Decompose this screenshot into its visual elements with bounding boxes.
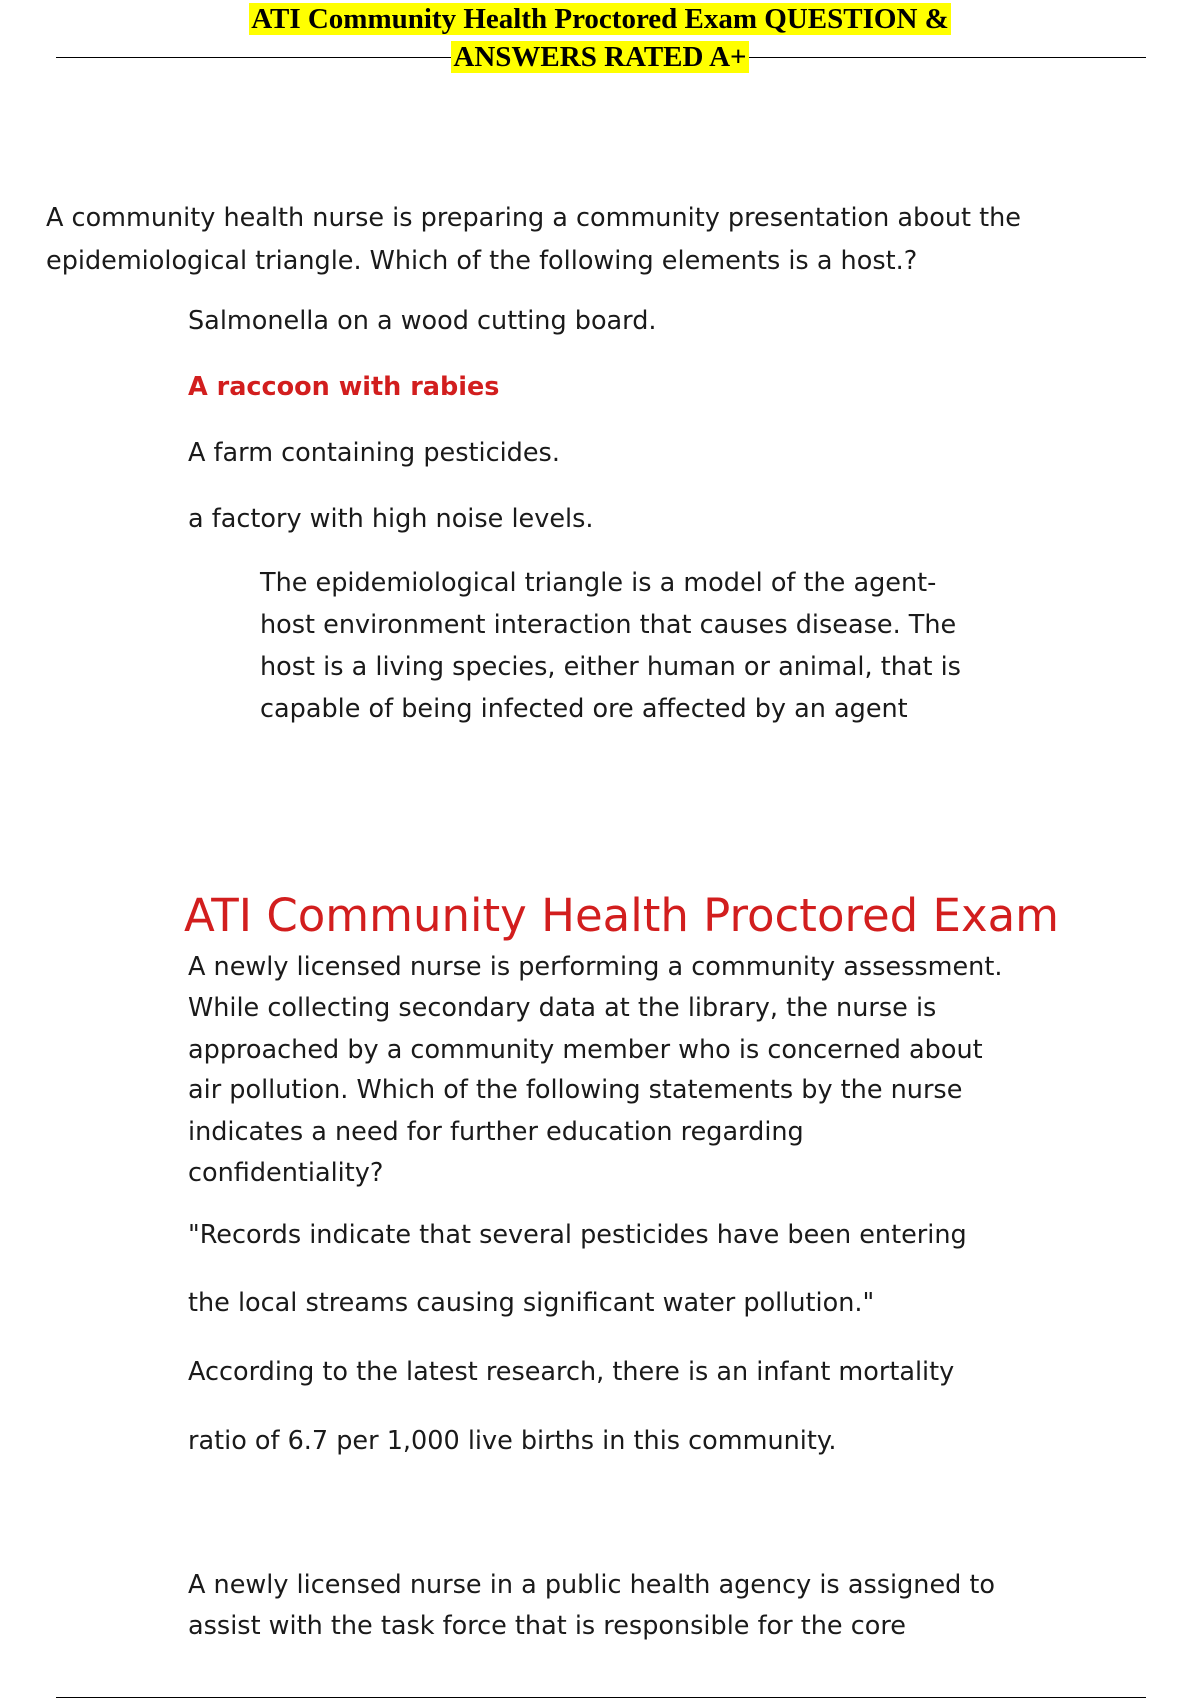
question-2-stem-line-1: A newly licensed nurse is performing a community assessment. — [188, 952, 1003, 982]
question-2-answer-line-3: According to the latest research, there is an infant mortality — [188, 1357, 955, 1387]
question-1-rationale-line-3: host is a living species, either human or animal, that is — [260, 652, 961, 682]
question-3-stem-line-1: A newly licensed nurse in a public health agency is assigned to — [188, 1570, 996, 1600]
question-1-option-a: Salmonella on a wood cutting board. — [188, 306, 657, 336]
document-title-line-2: ANSWERS RATED A+ — [453, 41, 747, 73]
question-1-rationale-line-2: host environment interaction that causes disease. The — [260, 610, 957, 640]
question-2-stem-line-2: While collecting secondary data at the library, the nurse is — [188, 993, 937, 1023]
question-2-stem-line-3: approached by a community member who is concerned about — [188, 1035, 983, 1065]
question-3-stem-line-2: assist with the task force that is responsible for the core — [188, 1611, 906, 1641]
question-1-option-d: a factory with high noise levels. — [188, 504, 594, 534]
question-2-answer-line-4: ratio of 6.7 per 1,000 live births in this community. — [188, 1426, 837, 1456]
question-1-option-b-correct: A raccoon with rabies — [188, 372, 500, 402]
footer-rule — [56, 1697, 1146, 1698]
question-2-answer-line-2: the local streams causing significant water pollution." — [188, 1288, 875, 1318]
question-2-stem-line-6: confidentiality? — [188, 1158, 384, 1188]
question-2-stem-line-4: air pollution. Which of the following statements by the nurse — [188, 1075, 963, 1105]
section-heading: ATI Community Health Proctored Exam — [184, 889, 1060, 942]
question-1-stem-line-1: A community health nurse is preparing a community presentation about the — [46, 203, 1021, 233]
question-1-stem-line-2: epidemiological triangle. Which of the following elements is a host.? — [46, 246, 918, 276]
question-1-option-c: A farm containing pesticides. — [188, 438, 560, 468]
document-title-line-1: ATI Community Health Proctored Exam QUESTION & — [251, 3, 949, 35]
question-2-stem-line-5: indicates a need for further education regarding — [188, 1117, 804, 1147]
question-2-answer-line-1: "Records indicate that several pesticides have been entering — [188, 1220, 967, 1250]
question-1-rationale-line-1: The epidemiological triangle is a model of the agent- — [260, 568, 937, 598]
question-1-rationale-line-4: capable of being infected ore affected by an agent — [260, 694, 908, 724]
